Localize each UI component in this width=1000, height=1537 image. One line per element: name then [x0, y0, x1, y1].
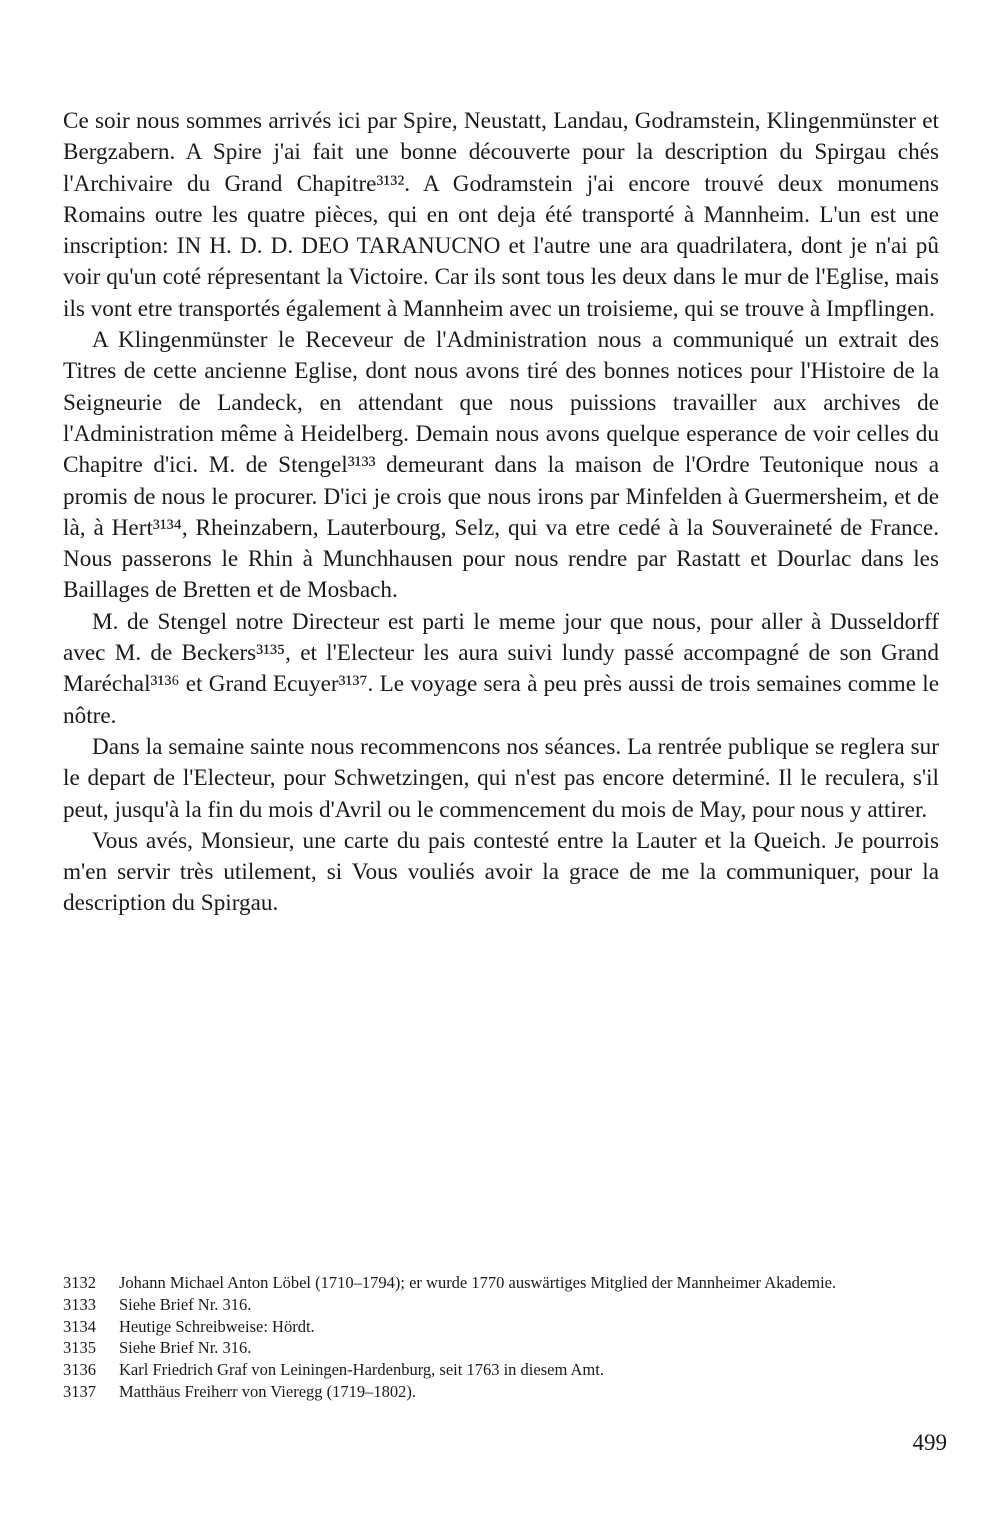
paragraph: Vous avés, Monsieur, une carte du pais contesté entre la Lauter et la Queich. Je pourrois m'en servir très utilement, si Vous vouliés avoir la grace de me la communiquer, pour la description du Spirgau.	[63, 827, 939, 917]
footnotes	[63, 1272, 943, 1403]
footnote-text: Karl Friedrich Graf von Leiningen-Hardenburg, seit 1763 in diesem Amt.	[119, 1360, 604, 1380]
letter-body	[63, 106, 939, 920]
footnote-text: Siehe Brief Nr. 316.	[119, 1338, 252, 1358]
footnote-number: 3137	[63, 1381, 96, 1401]
footnote-number: 3132	[63, 1273, 96, 1292]
footnote-text: Matthäus Freiherr von Vieregg (1719–1802).	[119, 1381, 417, 1401]
footnote	[63, 1272, 943, 1294]
footnote	[63, 1359, 943, 1381]
footnote-number: 3134	[63, 1316, 96, 1336]
footnote	[63, 1381, 943, 1403]
footnote-number: 3135	[63, 1338, 96, 1358]
footnote-text: Siehe Brief Nr. 316.	[119, 1294, 252, 1314]
footnote-text: Heutige Schreibweise: Hördt.	[119, 1316, 315, 1336]
footnote-number: 3133	[63, 1294, 96, 1314]
page-number: 499	[912, 1430, 947, 1455]
paragraph: A Klingenmünster le Receveur de l'Administration nous a communiqué un extrait des Titres de cette ancienne Eglise, dont nous avons tiré des bonnes notices pour l'Histoire de la Seigneurie de Landeck, en attendant que nous puissions travailler aux archives de l'Administration même à Heidelberg. Demain nous avons quelque esperance de voir celles du Chapitre d'ici. M. de Stengel³¹³³ demeurant dans la maison de l'Ordre Teutonique nous a promis de nous le procurer. D'ici je crois que nous irons par Minfelden à Guermersheim, et de là, à Hert³¹³⁴, Rheinzabern, Lauterbourg, Selz, qui va etre cedé à la Souveraineté de France. Nous passerons le Rhin à Munchhausen pour nous rendre par Rastatt et Dourlac dans les Baillages de Bretten et de Mosbach.	[63, 327, 939, 604]
paragraph: Dans la semaine sainte nous recommencons nos séances. La rentrée publique se reglera sur le depart de l'Electeur, pour Schwetzingen, qui n'est pas encore determiné. Il le reculera, s'il peut, jusqu'à la fin du mois d'Avril ou le commencement du mois de May, pour nous y attirer.	[63, 733, 939, 823]
footnote	[63, 1337, 943, 1359]
footnote	[63, 1316, 943, 1338]
footnote	[63, 1294, 943, 1316]
footnote-text: Johann Michael Anton Löbel (1710–1794); er wurde 1770 auswärtiges Mitglied der Mannheimer Akademie.	[119, 1273, 837, 1292]
footnote-number: 3136	[63, 1360, 96, 1380]
paragraph: Ce soir nous sommes arrivés ici par Spire, Neustatt, Landau, Godramstein, Klingenmünster et Bergzabern. A Spire j'ai fait une bonne découverte pour la description du Spirgau chés l'Archivaire du Grand Chapitre³¹³². A Godramstein j'ai encore trouvé deux monumens Romains outre les quatre pièces, qui en ont deja été transporté à Mannheim. L'un est une inscription: IN H. D. D. DEO TARANUCNO et l'autre une ara quadrilatera, dont je n'ai pû voir qu'un coté répresentant la Victoire. Car ils sont tous les deux dans le mur de l'Eglise, mais ils vont etre transportés également à Mannheim avec un troisieme, qui se trouve à Impflingen.	[63, 108, 939, 322]
paragraph: M. de Stengel notre Directeur est parti le meme jour que nous, pour aller à Dusseldorff avec M. de Beckers³¹³⁵, et l'Electeur les aura suivi lundy passé accompagné de son Grand Maréchal³¹³⁶ et Grand Ecuyer³¹³⁷. Le voyage sera à peu près aussi de trois semaines comme le nôtre.	[63, 608, 939, 729]
